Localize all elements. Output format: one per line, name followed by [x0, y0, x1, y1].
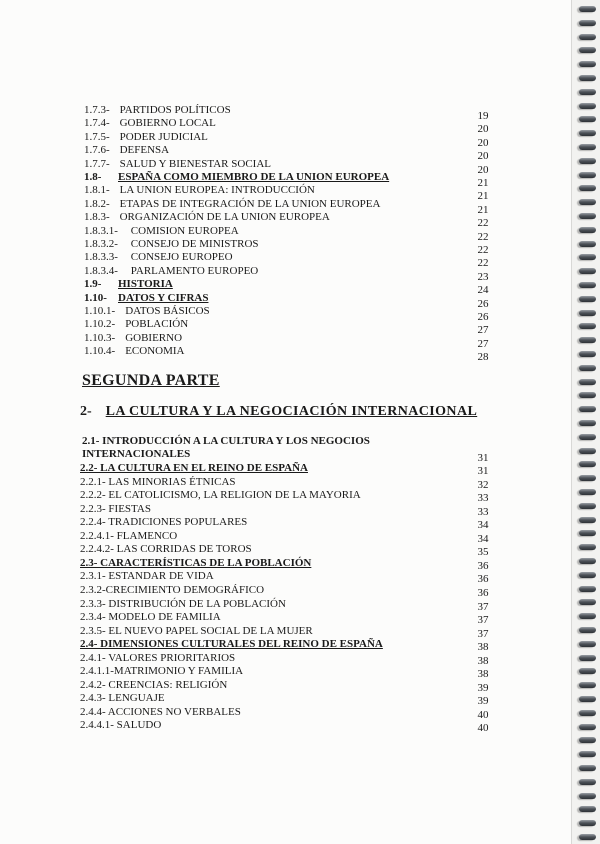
part-two-heading: SEGUNDA PARTE — [82, 372, 220, 389]
toc-entry — [0, 277, 500, 297]
binding-ring — [579, 20, 596, 26]
toc-entry-number: 1.7.5- — [84, 130, 110, 143]
toc-entry-page: 24 — [477, 284, 489, 297]
binding-ring — [579, 351, 596, 357]
toc-entry — [0, 103, 500, 122]
toc-entry-title: 2.4.1.1-MATRIMONIO Y FAMILIA — [80, 665, 244, 678]
toc-entry-page: 21 — [477, 177, 489, 189]
binding-ring — [579, 558, 596, 564]
binding-ring — [579, 572, 596, 578]
toc-entry — [0, 130, 500, 149]
toc-entry — [0, 637, 500, 654]
toc-entry-title: CONSEJO DE MINISTROS — [130, 238, 259, 250]
toc-entry-title: 2.4.3- LENGUAJE — [80, 692, 165, 705]
toc-entry-title: 2.3.3- DISTRIBUCIÓN DE LA POBLACIÓN — [80, 597, 286, 610]
toc-entry — [0, 597, 500, 611]
toc-entry-page: 38 — [477, 668, 489, 681]
toc-entry — [0, 304, 500, 323]
binding-ring — [579, 130, 596, 136]
toc-entry — [0, 664, 500, 681]
toc-entry-title: 2.3.2-CRECIMIENTO DEMOGRÁFICO — [80, 583, 265, 596]
toc-entry — [0, 170, 500, 189]
binding-ring — [579, 310, 596, 316]
binding-ring — [579, 103, 596, 109]
binding-ring — [579, 820, 596, 826]
binding-ring — [579, 296, 596, 302]
toc-entry-page: 33 — [477, 492, 489, 505]
toc-entry-title: POBLACIÓN — [125, 318, 189, 331]
binding-ring — [579, 641, 596, 647]
toc-entry-page: 33 — [477, 505, 489, 518]
binding-ring — [579, 710, 596, 716]
binding-ring — [579, 627, 596, 633]
toc-entry — [0, 210, 500, 230]
binding-ring — [579, 434, 596, 440]
toc-entry — [0, 529, 500, 543]
binding-ring — [579, 75, 596, 81]
toc-entry-page: 37 — [477, 600, 489, 613]
binding-ring — [579, 503, 596, 509]
toc-entry — [0, 461, 500, 475]
chapter-number: 2- — [80, 404, 92, 419]
binding-ring — [579, 613, 596, 619]
toc-entry — [0, 197, 500, 216]
toc-entry-title: ORGANIZACIÓN DE LA UNION EUROPEA — [119, 211, 330, 224]
toc-entry — [0, 237, 500, 256]
toc-entry-number: 1.8.3- — [84, 211, 110, 224]
binding-ring — [579, 696, 596, 702]
toc-entry — [0, 583, 500, 597]
toc-entry-number: 1.8.3.2- — [84, 238, 118, 250]
toc-entry — [0, 157, 500, 176]
toc-entry — [0, 143, 500, 163]
binding-ring — [579, 379, 596, 385]
binding-ring — [579, 724, 596, 730]
toc-entry — [0, 116, 500, 136]
toc-entry-title: COMISION EUROPEA — [130, 224, 239, 237]
toc-entry-title: 2.4- DIMENSIONES CULTURALES DEL REINO DE ESPAÑA — [80, 638, 383, 651]
toc-entry-title: 2.3.4- MODELO DE FAMILIA — [80, 611, 221, 624]
toc-entry-number: 1.10.1- — [84, 305, 116, 317]
binding-ring — [579, 834, 596, 840]
binding-ring — [579, 323, 596, 329]
binding-ring — [579, 530, 596, 536]
binding-ring — [579, 47, 596, 53]
toc-entry-title: 2.4.2- CREENCIAS: RELIGIÓN — [80, 678, 228, 691]
toc-entry-number: 1.8.1- — [84, 184, 110, 197]
toc-entry-page: 21 — [477, 190, 489, 203]
toc-entry-number: 1.7.7- — [84, 157, 110, 170]
toc-entry-page: 37 — [477, 614, 489, 627]
toc-entry — [0, 183, 500, 203]
toc-entry-number: 1.8.2- — [84, 197, 110, 210]
toc-entry-page: 32 — [477, 478, 489, 491]
toc-entry-number: 1.7.4- — [84, 117, 110, 130]
binding-ring — [579, 34, 596, 40]
toc-entry — [0, 291, 500, 310]
binding-ring — [579, 586, 596, 592]
binding-ring — [579, 337, 596, 343]
toc-entry-number: 1.10.3- — [84, 331, 116, 344]
binding-ring — [579, 489, 596, 495]
toc-entry-page: 35 — [477, 546, 489, 559]
toc-entry — [0, 705, 500, 719]
toc-entry-number: 1.8.3.1- — [84, 224, 118, 237]
toc-entry-page: 40 — [477, 708, 489, 721]
binding-ring — [579, 185, 596, 191]
binding-ring — [579, 406, 596, 412]
binding-ring — [579, 420, 596, 426]
toc-entry — [0, 624, 500, 638]
toc-entry — [0, 317, 500, 337]
chapter-two-heading — [80, 404, 477, 420]
chapter-title: LA CULTURA Y LA NEGOCIACIÓN INTERNACIONAL — [105, 404, 478, 419]
toc-entry-page: 28 — [477, 351, 489, 364]
intro-entry-line2: INTERNACIONALES — [82, 448, 191, 460]
toc-entry-title: DATOS BÁSICOS — [125, 305, 210, 317]
toc-entry-number: 1.10.2- — [84, 318, 116, 331]
binding-ring — [579, 517, 596, 523]
binding-ring — [579, 158, 596, 164]
toc-entry — [0, 264, 500, 283]
toc-entry-page: 38 — [477, 641, 489, 654]
toc-entry-page: 27 — [477, 337, 489, 350]
toc-entry-title: LA UNION EUROPEA: INTRODUCCIÓN — [119, 184, 315, 197]
toc-entry-number: 1.8.3.4- — [84, 264, 118, 277]
toc-entry-title: ESPAÑA COMO MIEMBRO DE LA UNION EUROPEA — [118, 171, 390, 183]
toc-entry-number: 1.8- — [84, 171, 102, 183]
toc-entry-title: 2.3.1- ESTANDAR DE VIDA — [80, 570, 214, 583]
binding-ring — [579, 737, 596, 743]
toc-entry-title: GOBIERNO — [125, 331, 183, 344]
toc-entry — [0, 651, 500, 665]
toc-entry — [0, 718, 500, 735]
toc-entry-title: 2.2.3- FIESTAS — [80, 502, 151, 515]
toc-entry — [0, 678, 500, 692]
toc-entry-page: 22 — [477, 244, 489, 256]
toc-entry-number: 1.7.6- — [84, 144, 110, 157]
toc-entry — [0, 224, 500, 243]
toc-entry — [0, 250, 500, 270]
binding-ring — [579, 227, 596, 233]
toc-entry-page: 26 — [477, 311, 489, 323]
toc-entry-page: 22 — [477, 257, 489, 270]
toc-entry — [0, 475, 500, 489]
toc-entry-title: 2.3- CARACTERÍSTICAS DE LA POBLACIÓN — [80, 556, 312, 569]
intro-entry-page: 31 — [477, 452, 489, 464]
toc-entry — [0, 569, 500, 586]
binding-ring — [579, 392, 596, 398]
toc-entry-number: 1.10- — [84, 291, 107, 304]
toc-entry-title: 2.2.4.1- FLAMENCO — [80, 529, 178, 542]
binding-ring — [579, 268, 596, 274]
toc-entry — [0, 556, 500, 570]
binding-ring — [579, 172, 596, 178]
toc-entry-title: SALUD Y BIENESTAR SOCIAL — [119, 157, 271, 170]
toc-entry-page: 36 — [477, 586, 489, 599]
toc-entry-page: 39 — [477, 681, 489, 694]
toc-entry-title: 2.2.4.2- LAS CORRIDAS DE TOROS — [80, 543, 252, 556]
toc-entry-page: 38 — [477, 654, 489, 667]
binding-ring — [579, 6, 596, 12]
binding-ring — [579, 116, 596, 122]
toc-entry-page: 36 — [477, 573, 489, 586]
toc-entry-title: 2.2.1- LAS MINORIAS ÉTNICAS — [80, 475, 236, 488]
toc-entry-page: 19 — [477, 110, 489, 122]
toc-entry — [0, 488, 500, 505]
toc-entry-page: 23 — [477, 270, 489, 283]
toc-entry — [0, 331, 500, 350]
toc-entry-page: 40 — [477, 722, 489, 735]
binding-ring — [579, 144, 596, 150]
binding-ring — [579, 793, 596, 799]
toc-entry-page: 20 — [477, 123, 489, 136]
toc-entry — [0, 610, 500, 627]
toc-entry — [0, 502, 500, 516]
toc-entry-title: CONSEJO EUROPEO — [130, 251, 233, 264]
toc-entry-number: 1.8.3.3- — [84, 251, 118, 264]
toc-entry-page: 34 — [477, 519, 489, 532]
binding-ring — [579, 213, 596, 219]
toc-entry-title: 2.3.5- EL NUEVO PAPEL SOCIAL DE LA MUJER — [80, 624, 313, 637]
toc-entry-title: PARLAMENTO EUROPEO — [130, 264, 259, 277]
toc-entry-page: 22 — [477, 217, 489, 230]
toc-entry-title: PODER JUDICIAL — [119, 130, 208, 143]
toc-entry-page: 26 — [477, 297, 489, 310]
toc-entry — [0, 542, 500, 559]
toc-entry-page: 34 — [477, 532, 489, 545]
toc-entry-page: 37 — [477, 627, 489, 640]
toc-entry-page: 20 — [477, 136, 489, 149]
toc-entry-title: ECONOMIA — [125, 345, 185, 358]
toc-entry-number: 1.10.4- — [84, 345, 116, 358]
toc-entry-title: DEFENSA — [119, 144, 170, 157]
toc-entry-title: DATOS Y CIFRAS — [118, 291, 209, 304]
binding-ring — [579, 241, 596, 247]
toc-entry-number: 1.7.3- — [84, 104, 110, 116]
binding-ring — [579, 282, 596, 288]
toc-entry-page: 31 — [477, 465, 489, 477]
binding-ring — [579, 765, 596, 771]
binding-ring — [579, 544, 596, 550]
toc-entry-number: 1.9- — [84, 278, 102, 291]
binding-ring — [579, 89, 596, 95]
binding-ring — [579, 365, 596, 371]
binding-ring — [579, 254, 596, 260]
toc-entry-page: 21 — [477, 203, 489, 216]
toc-entry-title: 2.4.1- VALORES PRIORITARIOS — [80, 651, 236, 664]
spiral-binding — [571, 0, 600, 844]
toc-entry-page: 20 — [477, 150, 489, 163]
binding-ring — [579, 461, 596, 467]
toc-entry-title: 2.2- LA CULTURA EN EL REINO DE ESPAÑA — [80, 462, 308, 474]
binding-ring — [579, 779, 596, 785]
binding-ring — [579, 806, 596, 812]
binding-ring — [579, 61, 596, 67]
binding-ring — [579, 751, 596, 757]
intro-entry-line1: 2.1- INTRODUCCIÓN A LA CULTURA Y LOS NEGOCIOS — [82, 435, 370, 447]
toc-entry-title: 2.2.2- EL CATOLICISMO, LA RELIGION DE LA MAYORIA — [80, 489, 361, 502]
toc-entry-page: 22 — [477, 230, 489, 243]
binding-ring — [579, 199, 596, 205]
binding-ring — [579, 655, 596, 661]
toc-entry-title: 2.2.4- TRADICIONES POPULARES — [80, 516, 248, 529]
toc-entry-page: 27 — [477, 324, 489, 337]
toc-entry-title: 2.4.4- ACCIONES NO VERBALES — [80, 705, 241, 718]
binding-ring — [579, 448, 596, 454]
toc-entry-title: GOBIERNO LOCAL — [119, 117, 216, 130]
binding-ring — [579, 668, 596, 674]
toc-entry-page: 20 — [477, 163, 489, 176]
toc-entry — [0, 691, 500, 708]
toc-entry-page: 39 — [477, 695, 489, 708]
binding-ring — [579, 682, 596, 688]
toc-entry-title: HISTORIA — [118, 278, 173, 291]
toc-entry-page: 36 — [477, 559, 489, 572]
binding-ring — [579, 475, 596, 481]
toc-entry — [0, 515, 500, 532]
binding-ring — [579, 599, 596, 605]
toc-entry-title: 2.4.4.1- SALUDO — [80, 719, 162, 732]
toc-entry — [0, 344, 500, 364]
toc-entry-title: PARTIDOS POLÍTICOS — [119, 104, 231, 116]
toc-entry-title: ETAPAS DE INTEGRACIÓN DE LA UNION EUROPEA — [119, 197, 381, 210]
